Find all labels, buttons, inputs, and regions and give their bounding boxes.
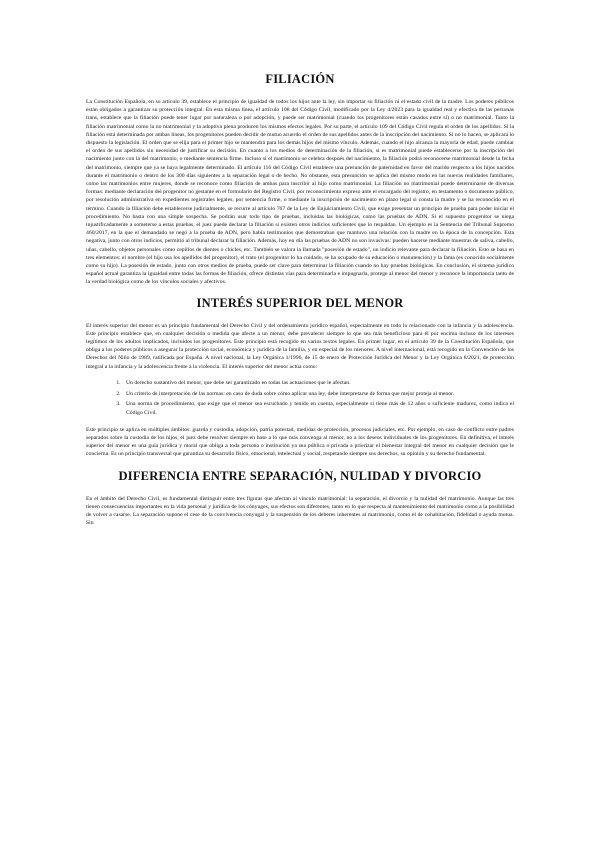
paragraph-diferencia: En el ámbito del Derecho Civil, es fundamental distinguir entre tres figuras que afectan al vínculo matrimonial: la separación, el divorcio y la nulidad del matrimonio. Aunque las tres tienen consecuencias importantes en la vida personal y jurídica de los cónyuges, sus efectos son diferentes, tanto en lo que respecta al mantenimiento del matrimonio como a la posibilidad de volver a casarse. La separación supone el cese de la convivencia conyugal y la suspensión de los deberes inherentes al matrimonio, como el de cohabitación, fidelidad o ayuda mutua. Sin — [86, 495, 514, 527]
paragraph-interes-superior-1: El interés superior del menor es un principio fundamental del Derecho Civil y del ordenamiento jurídico español, especialmente en todo lo relacionado con la infancia y la adolescencia. Este principio establece que, en cualquier decisión o medida que afecte a un menor, debe prevalecer siempre lo que sea más beneficioso para él por encima incluso de los intereses legítimos de los adultos implicados, incluidos los progenitores. Este principio está recogido en varios textos legales. En primer lugar, en el artículo 39 de la Constitución Española, que obliga a los poderes públicos a asegurar la protección social, económica y jurídica de la familia, y en especial de los menores. A nivel internacional, está recogido en la Convención de los Derechos del Niño de 1989, ratificada por España. A nivel nacional, la Ley Orgánica 1/1996, de 15 de enero de Protección Jurídica del Menor y la Ley Orgánica 8/2021, de protección integral a la infancia y la adolescencia frente a la violencia. El interés superior del menor actúa como: — [86, 322, 514, 370]
numbered-list — [86, 379, 514, 417]
list-item: 2. Un criterio de interpretación de las normas: en caso de duda sobre cómo aplicar una ley, debe interpretarse de forma que mejor proteja al menor. — [122, 390, 514, 398]
section-heading-filiacion: FILIACIÓN — [265, 72, 335, 86]
paragraph-interes-superior-2: Este principio se aplica en múltiples ámbitos: guarda y custodia, adopción, patria potestad, medidas de protección, procesos judiciales, etc. Por ejemplo, en caso de conflicto entre padres separados sobre la custodia de los hijos, el juez debe resolver siempre en base a lo que más convenga al menor, no a los deseos individuales de los progenitores. En definitiva, el interés superior del menor es una guía jurídica y moral que obliga a toda persona o institución ya sea pública o privada a priorizar el bienestar integral del menor en cualquier decisión que le concierna. Es un principio transversal que garantiza su desarrollo físico, emocional, intelectual y social, respetando siempre sus derechos, su opinión y su derecho fundamental. — [86, 426, 514, 458]
section-heading-diferencia: DIFERENCIA ENTRE SEPARACIÓN, NULIDAD Y DIVORCIO — [118, 468, 482, 483]
list-item: 3. Una norma de procedimiento, que exige que el menor sea escuchado y tenido en cuenta, especialmente si tiene más de 12 años o suficiente madurez, como indica el Código Civil. — [122, 400, 514, 416]
section-heading-interes-superior: INTERÉS SUPERIOR DEL MENOR — [196, 295, 404, 310]
paragraph-filiacion: La Constitución Española, en su artículo 39, establece el principio de igualdad de todos los hijos ante la ley, sin importar su filiación ni el estado civil de la madre. Los poderes públicos están obligados a garantizar su protección integral. En esta misma línea, el artículo 108 del Código Civil, modificado por la Ley 4/2023 para la igualdad real y efectiva de las personas trans, establece que la filiación puede tener lugar por naturaleza o por adopción, y puede ser matrimonial (cuando los progenitores están casados entre sí) o no matrimonial. Tanto la filiación matrimonial como la no matrimonial y la adoptiva plena producen los mismos efectos legales. Por su parte, el artículo 109 del Código Civil regula el orden de los apellidos. Si la filiación está determinada por ambas líneas, los progenitores pueden decidir de mutuo acuerdo el orden de sus apellidos antes de la inscripción del nacimiento. Si no lo hacen, se aplicará lo dispuesto la legislación. El orden que se elija para el primer hijo se mantendrá para los demás hijos del mismo vínculo. Además, cuando el hijo alcanza la mayoría de edad, puede cambiar el orden de sus apellidos sin necesidad de justificar su decisión. En cuanto a los medios de determinación de la filiación, si es matrimonial puede establecerse por la inscripción del nacimiento junto con la del matrimonio, o mediante sentencia firme. Incluso si el matrimonio se celebra después del nacimiento, la filiación podrá reconocerse matrimonial desde la fecha del matrimonio, siempre que ya se haya legalmente determinado. El artículo 116 del Código Civil establece una presunción de paternidad en favor del marido respecto a los hijos nacidos durante el matrimonio o dentro de los 300 días siguientes a la separación legal o de hecho. No obstante, esta presunción se aplica del mismo modo en las nuevas realidades familiares, como las matrimonios entre mujeres, donde se reconoce como filiación de ambas para inscribir al hijo como matrimonial. La filiación no matrimonial puede determinarse de diversas formas: mediante declaración del progenitor no gestante en el formulario del Registro Civil, por reconocimiento expreso ante el encargado del registro, en testamento o documento público, por resolución administrativa en expedientes registrales legales, por sentencia firme, o mediante la inscripción de nacimiento en plazo legal si consta la madre y se ha reconocido en el término. Cuando la filiación debe establecerse judicialmente, se recurre al artículo 767 de la Ley de Enjuiciamiento Civil, que exige presentar un principio de prueba para poder iniciar el procedimiento. No basta con una simple sospecha. Se podrán usar todo tipo de pruebas, incluidas las biológicas, como las pruebas de ADN. Si el supuesto progenitor se niega injustificadamente a someterse a estas pruebas, el juez puede declarar la filiación si existen otros indicios suficientes que lo respaldan. Un ejemplo es la Sentencia del Tribunal Supremo 460/2017, en la que el demandado se negó a la prueba de ADN, pero había testimonios que demostraban que mantuvo una relación con la madre en la época de la concepción. Esta negativa, junto con otros indicios, permitió al tribunal declarar la filiación. Además, hoy en día las pruebas de ADN no son invasivas: pueden hacerse mediante muestras de saliva, cabello, uñas, cabello, objetos personales como cepillos de dientes o chicles, etc. También se valora la llamada "posesión de estado", un indicio relevante para declarar la filiación. Esto se basa en tres elementos: el nombre (el hijo usa los apellidos del progenitor), el trato (el progenitor lo ha cuidado, se ha ocupado de su educación o manutención) y la fama (es conocido socialmente como su hijo). La posesión de estado, junto con otros medios de prueba, puede ser clave para determinar la filiación cuando no hay pruebas biológicas. En conclusión, el sistema jurídico español actual garantiza la igualdad entre todas las formas de filiación, ofrece distintas vías para determinarla e impugnarla, protege al menor del menor y reconoce la importancia tanto de la verdad biológica como de los vínculos sociales y afectivos. — [86, 99, 514, 286]
list-item: 1. Un derecho sustantivo del menor, que debe ser garantizado en todas las actuaciones que le afectan. — [122, 379, 514, 387]
